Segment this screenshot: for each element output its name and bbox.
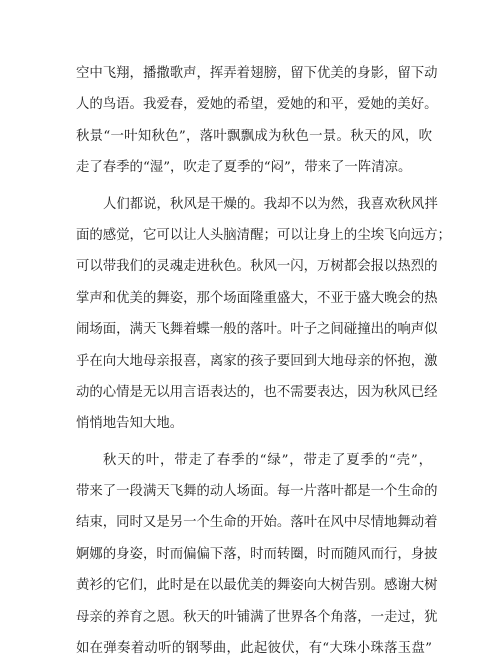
text-line: 面的感觉，它可以让人头脑清醒；可以让身上的尘埃飞向远方；	[76, 227, 451, 243]
text-line: 可以带我们的灵魂走进秋色。秋风一闪，万树都会报以热烈的	[76, 259, 438, 275]
text-line: 乎在向大地母亲报喜，离家的孩子要回到大地母亲的怀抱，激	[76, 353, 438, 369]
text-line: 带来了一段满天飞舞的动人场面。每一片落叶都是一个生命的	[76, 484, 438, 500]
text-line: 如在弹奏着动听的钢琴曲，此起彼伏，有“大珠小珠落玉盘”	[76, 641, 432, 657]
text-line: 秋景“一叶知秋色”，落叶飘飘成为秋色一景。秋天的风，吹	[76, 128, 432, 144]
text-line: 动的心情是无以用言语表达的，也不需要表达，因为秋风已经	[76, 384, 438, 400]
text-line: 婀娜的身姿，时而偏偏下落，时而转圈，时而随风而行，身披	[76, 546, 438, 562]
text-line: 黄衫的它们，此时是在以最优美的舞姿向大树告别。感谢大树	[76, 578, 438, 594]
text-line: 结束，同时又是另一个生命的开始。落叶在风中尽情地舞动着	[76, 515, 438, 531]
text-line: 母亲的养育之恩。秋天的叶铺满了世界各个角落，一走过，犹	[76, 609, 438, 625]
document-body	[76, 58, 451, 664]
paragraph-2	[76, 189, 451, 440]
text-line: 闹场面，满天飞舞着蝶一般的落叶。叶子之间碰撞出的响声似	[76, 322, 438, 338]
text-line: 悄悄地告知大地。	[76, 416, 184, 432]
paragraph-3	[76, 445, 438, 664]
text-line: 人的鸟语。我爱春，爱她的希望，爱她的和平，爱她的美好。	[76, 97, 438, 113]
text-line: 空中飞翔，播撒歌声，挥弄着翅膀，留下优美的身影，留下动	[76, 66, 438, 81]
text-line: 掌声和优美的舞姿，那个场面隆重盛大，不亚于盛大晚会的热	[76, 290, 438, 306]
text-line: 人们都说，秋风是干燥的。我却不以为然，我喜欢秋风拌	[103, 196, 438, 212]
text-line: 秋天的叶，带走了春季的“绿”，带走了夏季的“壳”，	[103, 452, 432, 468]
paragraph-1	[76, 58, 438, 184]
text-line: 走了春季的“湿”，吹走了夏季的“闷”，带来了一阵清凉。	[76, 160, 412, 176]
